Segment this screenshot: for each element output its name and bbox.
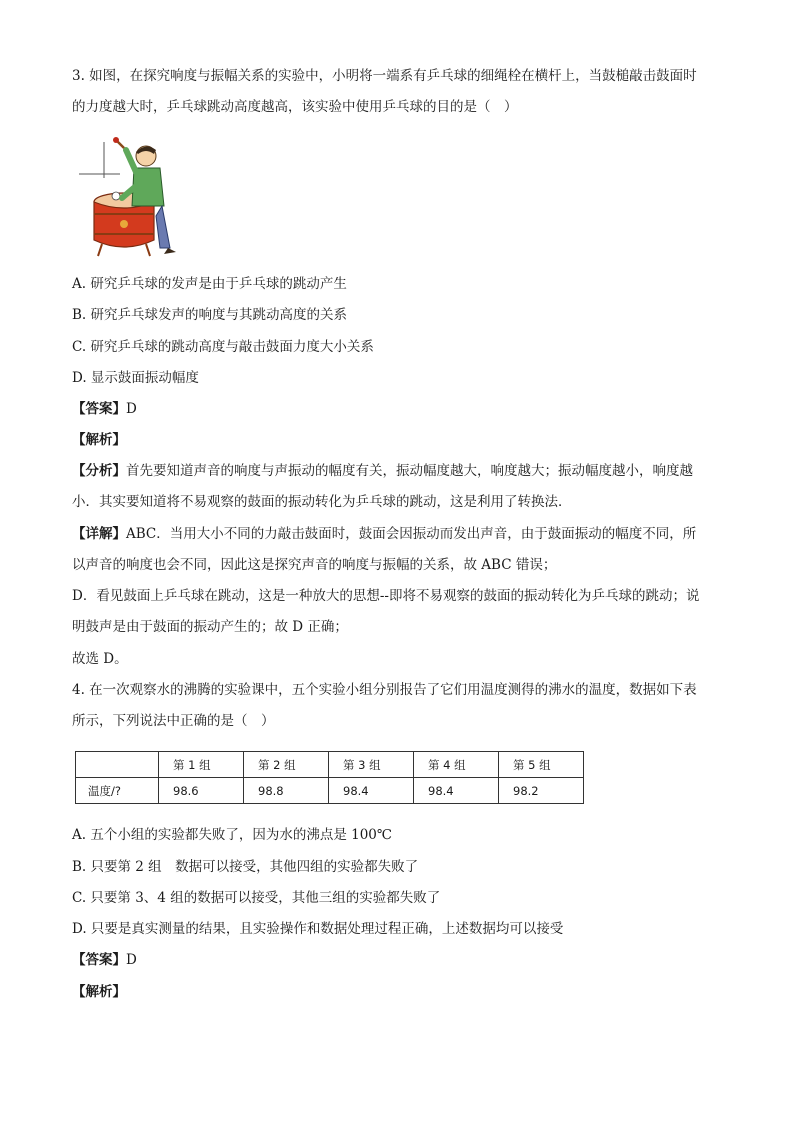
q3-stem-line-2: 的力度越大时，乒乓球跳动高度越高，该实验中使用乒乓球的目的是（ ） bbox=[72, 99, 518, 115]
ping-pong-ball bbox=[112, 192, 120, 200]
q4-stem-line-2: 所示，下列说法中正确的是（ ） bbox=[72, 713, 275, 729]
table-cell: 98.6 bbox=[159, 778, 244, 804]
q3-fenxi-tag: 【分析】 bbox=[72, 463, 126, 479]
q3-option-d: D. 显示鼓面振动幅度 bbox=[72, 370, 199, 386]
table-cell: 98.8 bbox=[244, 778, 329, 804]
q4-answer-value: D bbox=[126, 952, 137, 968]
q3-stem-line-1: 3. 如图，在探究响度与振幅关系的实验中，小明将一端系有乒乓球的细绳栓在横杆上，当鼓槌敲击鼓面时 bbox=[72, 68, 697, 84]
q3-conclusion: 故选 D。 bbox=[72, 651, 128, 667]
q3-fenxi-line-2: 小．其实要知道将不易观察的鼓面的振动转化为乒乓球的跳动，这是利用了转换法． bbox=[72, 494, 572, 510]
table-header-cell: 第 1 组 bbox=[159, 752, 244, 778]
table-header-cell: 第 5 组 bbox=[499, 752, 584, 778]
boiling-temperature-table bbox=[75, 751, 584, 804]
table-header-row bbox=[76, 752, 584, 778]
q3-option-a: A. 研究乒乓球的发声是由于乒乓球的跳动产生 bbox=[72, 276, 347, 292]
drum-boy-illustration bbox=[76, 136, 176, 258]
q4-option-a: A. 五个小组的实验都失败了，因为水的沸点是 100℃ bbox=[72, 827, 392, 843]
q4-analysis-tag: 【解析】 bbox=[72, 984, 126, 1000]
table-row bbox=[76, 778, 584, 804]
q4-option-c: C. 只要第 3、4 组的数据可以接受，其他三组的实验都失败了 bbox=[72, 890, 441, 906]
q3-d-line-2: 明鼓声是由于鼓面的振动产生的；故 D 正确； bbox=[72, 619, 348, 635]
q3-d-line-1: D．看见鼓面上乒乓球在跳动，这是一种放大的思想--即将不易观察的鼓面的振动转化为乒乓球的跳动；说 bbox=[72, 588, 700, 604]
q3-answer-value: D bbox=[126, 401, 137, 417]
q3-xiangjie-line-2: 以声音的响度也会不同，因此这是探究声音的响度与振幅的关系，故 ABC 错误； bbox=[72, 557, 557, 573]
q3-xiangjie-tag: 【详解】 bbox=[72, 526, 126, 542]
q3-answer bbox=[72, 399, 137, 419]
q4-option-b: B. 只要第 2 组 数据可以接受，其他四组的实验都失败了 bbox=[72, 859, 419, 875]
q3-fenxi-line-1 bbox=[72, 461, 693, 481]
q3-option-c: C. 研究乒乓球的跳动高度与敲击鼓面力度大小关系 bbox=[72, 339, 374, 355]
table-header-cell bbox=[76, 752, 159, 778]
q3-xiangjie-text-1: ABC．当用大小不同的力敲击鼓面时，鼓面会因振动而发出声音，由于鼓面振动的幅度不同，所 bbox=[126, 526, 697, 542]
q4-answer-tag: 【答案】 bbox=[72, 952, 126, 968]
q3-xiangjie-line-1 bbox=[72, 524, 696, 544]
table-cell: 98.2 bbox=[499, 778, 584, 804]
q4-stem-line-1: 4. 在一次观察水的沸腾的实验课中，五个实验小组分别报告了它们用温度测得的沸水的温度，数据如下表 bbox=[72, 682, 697, 698]
table-header-cell: 第 4 组 bbox=[414, 752, 499, 778]
q3-analysis-tag: 【解析】 bbox=[72, 432, 126, 448]
table-cell: 温度/? bbox=[76, 778, 159, 804]
table-cell: 98.4 bbox=[329, 778, 414, 804]
table-header-cell: 第 2 组 bbox=[244, 752, 329, 778]
table-header-cell: 第 3 组 bbox=[329, 752, 414, 778]
q4-answer bbox=[72, 950, 137, 970]
q3-option-b: B. 研究乒乓球发声的响度与其跳动高度的关系 bbox=[72, 307, 348, 323]
table-cell: 98.4 bbox=[414, 778, 499, 804]
q3-answer-tag: 【答案】 bbox=[72, 401, 126, 417]
q4-option-d: D. 只要是真实测量的结果，且实验操作和数据处理过程正确，上述数据均可以接受 bbox=[72, 921, 564, 937]
q3-fenxi-text-1: 首先要知道声音的响度与声振动的幅度有关，振动幅度越大，响度越大；振动幅度越小，响度越 bbox=[126, 463, 693, 479]
